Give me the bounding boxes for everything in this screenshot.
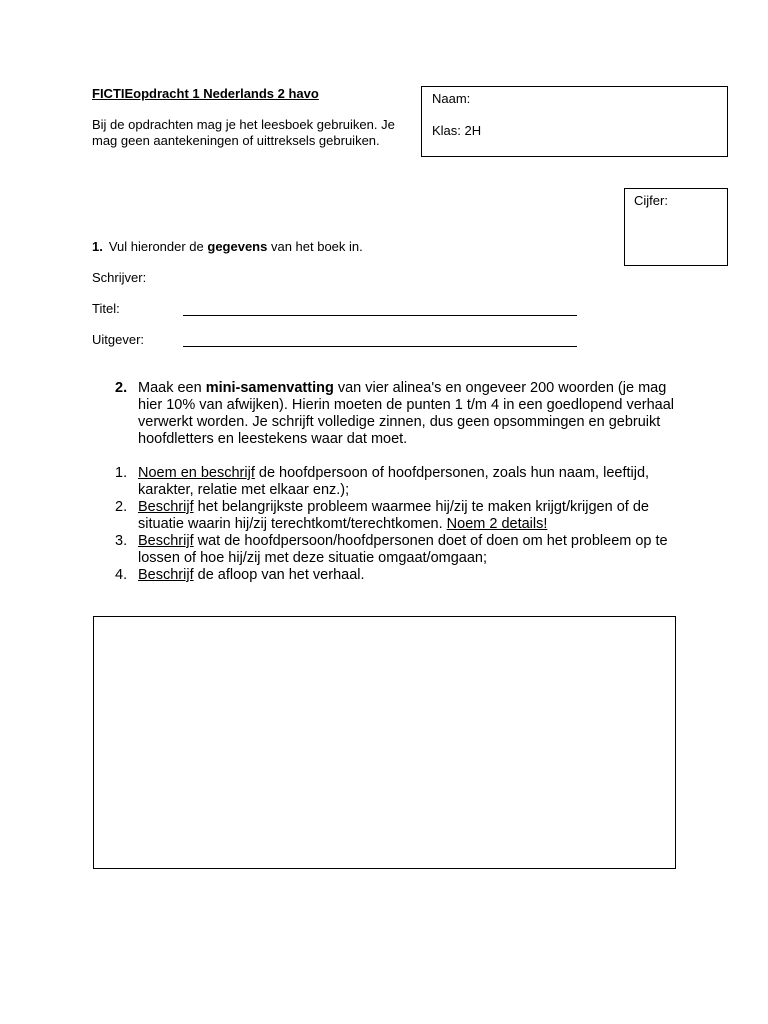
- summary-answer-box[interactable]: [93, 616, 676, 869]
- list-item: [115, 465, 675, 499]
- question-1-bold: gegevens: [207, 239, 268, 254]
- field-label-schrijver: Schrijver:: [92, 270, 147, 285]
- list-item-number: 2.: [115, 499, 128, 515]
- question-2-number: 2.: [115, 380, 128, 396]
- list-item-number: 4.: [115, 567, 128, 583]
- list-item-keyword: Beschrijf: [138, 533, 194, 549]
- uitgever-answer-line[interactable]: [183, 346, 577, 347]
- field-label-titel: Titel:: [92, 301, 120, 316]
- question-1: [92, 239, 363, 254]
- list-item-emphasis: Noem 2 details!: [446, 516, 548, 532]
- name-class-box: [421, 86, 728, 157]
- titel-answer-line[interactable]: [183, 315, 577, 316]
- instruction-list: [115, 465, 675, 584]
- list-item-number: 1.: [115, 465, 128, 481]
- list-item-text: de hoofdpersoon of hoofdpersonen, zoals hun naam, leeftijd, karakter, relatie met elkaar enz.);: [138, 465, 650, 498]
- list-item-keyword: Beschrijf: [138, 567, 194, 583]
- worksheet-title: FICTIEopdracht 1 Nederlands 2 havo: [92, 86, 319, 101]
- list-item-keyword: Noem en beschrijf: [138, 465, 255, 481]
- list-item: [115, 567, 675, 584]
- list-item-text: de afloop van het verhaal.: [193, 567, 365, 583]
- field-label-uitgever: Uitgever:: [92, 332, 145, 347]
- question-1-number: 1.: [92, 239, 103, 254]
- list-item-keyword: Beschrijf: [138, 499, 194, 515]
- list-item-number: 3.: [115, 533, 128, 549]
- question-2-text-end: van vier alinea's en ongeveer 200 woorden (je mag hier 10% van afwijken). Hierin moeten de punten 1 t/m 4 in een goedlopend verhaal verwerkt worden. Je schrijft volledige zinnen, dus geen opsommingen en gebruikt hoofdletters en leestekens waar dat moet.: [138, 380, 675, 447]
- grade-box: [624, 188, 728, 266]
- question-2: [115, 380, 675, 448]
- intro-text: Bij de opdrachten mag je het leesboek gebruiken. Je mag geen aantekeningen of uittreksels gebruiken.: [92, 117, 395, 148]
- cijfer-label: Cijfer:: [634, 193, 668, 208]
- list-item: [115, 499, 675, 533]
- naam-label: Naam:: [432, 91, 471, 106]
- list-item: [115, 533, 675, 567]
- question-1-text-end: van het boek in.: [267, 239, 363, 254]
- klas-label: Klas: 2H: [432, 123, 482, 138]
- question-1-text: Vul hieronder de: [108, 239, 208, 254]
- question-2-bold: mini-samenvatting: [205, 380, 334, 396]
- list-item-text: wat de hoofdpersoon/hoofdpersonen doet of doen om het probleem op te lossen of hoe hij/zij met deze situatie omgaat/omgaan;: [138, 533, 668, 566]
- question-2-text: Maak een: [138, 380, 206, 396]
- list-item-text: het belangrijkste probleem waarmee hij/zij te maken krijgt/krijgen of de situatie waarin hij/zij terechtkomt/terechtkomen.: [138, 499, 649, 532]
